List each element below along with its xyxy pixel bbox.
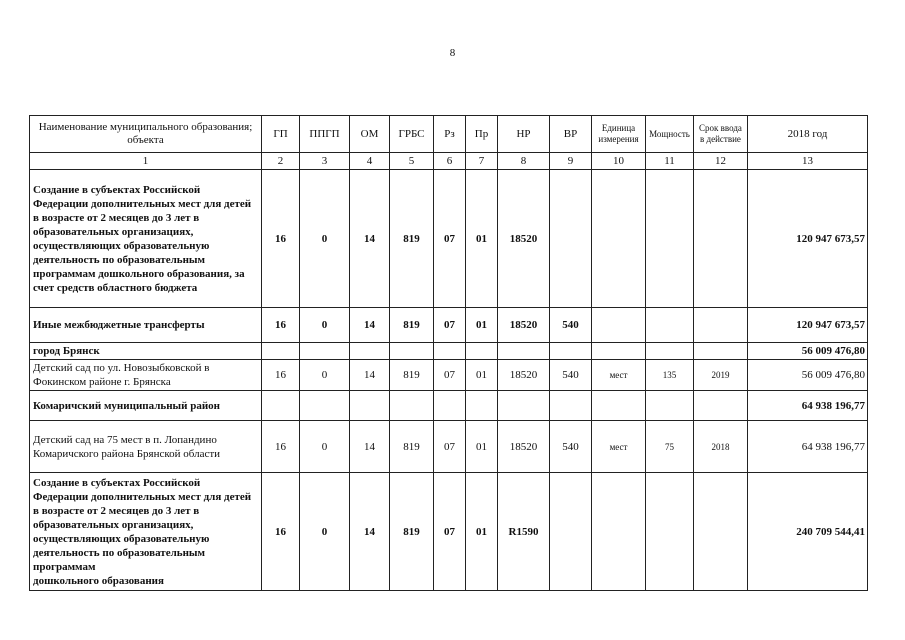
row-rz: 07 <box>434 308 466 343</box>
row-pr: 01 <box>466 170 498 308</box>
row-om: 14 <box>350 308 390 343</box>
row-rz: 07 <box>434 473 466 591</box>
header-pr: Пр <box>466 116 498 153</box>
row-om: 14 <box>350 473 390 591</box>
row-capacity <box>646 170 694 308</box>
row-ppgp: 0 <box>300 360 350 391</box>
row-term: 2019 <box>694 360 748 391</box>
table-row <box>30 308 868 343</box>
row-om: 14 <box>350 421 390 473</box>
header-term: Срок ввода в действие <box>694 116 748 153</box>
column-number: 10 <box>592 153 646 170</box>
header-year: 2018 год <box>748 116 868 153</box>
column-number: 8 <box>498 153 550 170</box>
row-unit: мест <box>592 360 646 391</box>
row-grbs: 819 <box>390 360 434 391</box>
row-nr: 18520 <box>498 308 550 343</box>
header-gp: ГП <box>262 116 300 153</box>
row-om: 14 <box>350 360 390 391</box>
budget-table <box>29 115 868 591</box>
row-term <box>694 308 748 343</box>
row-amount: 56 009 476,80 <box>748 343 868 360</box>
row-name <box>30 473 262 591</box>
row-gp: 16 <box>262 421 300 473</box>
column-number: 7 <box>466 153 498 170</box>
row-name: Детский сад по ул. Новозыбковской в Фокинском районе г. Брянска <box>30 360 262 391</box>
header-nr: НР <box>498 116 550 153</box>
row-ppgp: 0 <box>300 308 350 343</box>
row-amount: 240 709 544,41 <box>748 473 868 591</box>
row-amount: 56 009 476,80 <box>748 360 868 391</box>
row-nr: R1590 <box>498 473 550 591</box>
row-unit <box>592 308 646 343</box>
row-grbs: 819 <box>390 473 434 591</box>
row-grbs: 819 <box>390 170 434 308</box>
row-ppgp: 0 <box>300 473 350 591</box>
row-ppgp: 0 <box>300 421 350 473</box>
row-vr: 540 <box>550 308 592 343</box>
row-nr: 18520 <box>498 170 550 308</box>
row-capacity: 135 <box>646 360 694 391</box>
row-ppgp: 0 <box>300 170 350 308</box>
header-name: Наименование муниципального образования; объекта <box>30 116 262 153</box>
header-capacity: Мощность <box>646 116 694 153</box>
row-rz: 07 <box>434 421 466 473</box>
column-number: 13 <box>748 153 868 170</box>
column-number: 6 <box>434 153 466 170</box>
header-om: ОМ <box>350 116 390 153</box>
row-capacity <box>646 473 694 591</box>
row-pr: 01 <box>466 360 498 391</box>
header-unit: Единица измерения <box>592 116 646 153</box>
page-number: 8 <box>449 47 456 59</box>
row-capacity: 75 <box>646 421 694 473</box>
row-nr: 18520 <box>498 421 550 473</box>
row-unit <box>592 170 646 308</box>
header-ppgp: ППГП <box>300 116 350 153</box>
column-number: 4 <box>350 153 390 170</box>
table-row <box>30 343 868 360</box>
table-header-row <box>30 116 868 153</box>
row-name: Создание в субъектах Российской Федерации дополнительных мест для детей в возрасте от 2 месяцев до 3 лет в образовательных организациях, осуществляющих образовательную деятельность по образовательным программам дошкольного образования, за счет средств областного бюджета <box>30 170 262 308</box>
table-row <box>30 360 868 391</box>
column-number: 2 <box>262 153 300 170</box>
row-vr: 540 <box>550 421 592 473</box>
header-vr: ВР <box>550 116 592 153</box>
row-grbs: 819 <box>390 308 434 343</box>
row-name-line: дошкольного образования <box>33 574 164 587</box>
row-pr: 01 <box>466 421 498 473</box>
row-nr: 18520 <box>498 360 550 391</box>
column-number: 1 <box>30 153 262 170</box>
row-vr <box>550 473 592 591</box>
table-row <box>30 473 868 591</box>
row-unit: мест <box>592 421 646 473</box>
row-name: город Брянск <box>30 343 262 360</box>
row-gp: 16 <box>262 170 300 308</box>
row-term <box>694 170 748 308</box>
table-row <box>30 421 868 473</box>
row-rz: 07 <box>434 170 466 308</box>
row-amount: 120 947 673,57 <box>748 308 868 343</box>
column-number: 11 <box>646 153 694 170</box>
table-row <box>30 391 868 421</box>
row-amount: 64 938 196,77 <box>748 421 868 473</box>
row-amount: 64 938 196,77 <box>748 391 868 421</box>
row-grbs: 819 <box>390 421 434 473</box>
row-name: Детский сад на 75 мест в п. Лопандино Комаричского района Брянской области <box>30 421 262 473</box>
row-vr <box>550 170 592 308</box>
row-gp: 16 <box>262 473 300 591</box>
row-vr: 540 <box>550 360 592 391</box>
column-number: 12 <box>694 153 748 170</box>
row-name: Комаричский муниципальный район <box>30 391 262 421</box>
row-name-line: программам <box>33 560 96 573</box>
column-number: 9 <box>550 153 592 170</box>
row-rz: 07 <box>434 360 466 391</box>
row-pr: 01 <box>466 473 498 591</box>
row-gp: 16 <box>262 360 300 391</box>
header-grbs: ГРБС <box>390 116 434 153</box>
row-pr: 01 <box>466 308 498 343</box>
row-term <box>694 473 748 591</box>
row-capacity <box>646 308 694 343</box>
row-amount: 120 947 673,57 <box>748 170 868 308</box>
row-om: 14 <box>350 170 390 308</box>
row-unit <box>592 473 646 591</box>
row-gp: 16 <box>262 308 300 343</box>
row-term: 2018 <box>694 421 748 473</box>
table-row <box>30 170 868 308</box>
header-rz: Рз <box>434 116 466 153</box>
column-number: 5 <box>390 153 434 170</box>
column-number-row <box>30 153 868 170</box>
column-number: 3 <box>300 153 350 170</box>
row-name-line: Создание в субъектах Российской Федерации дополнительных мест для детей в возрасте от 2 месяцев до 3 лет в образовательных организациях, осуществляющих образовательную деятельность по образовательным <box>33 476 252 559</box>
row-name: Иные межбюджетные трансферты <box>30 308 262 343</box>
